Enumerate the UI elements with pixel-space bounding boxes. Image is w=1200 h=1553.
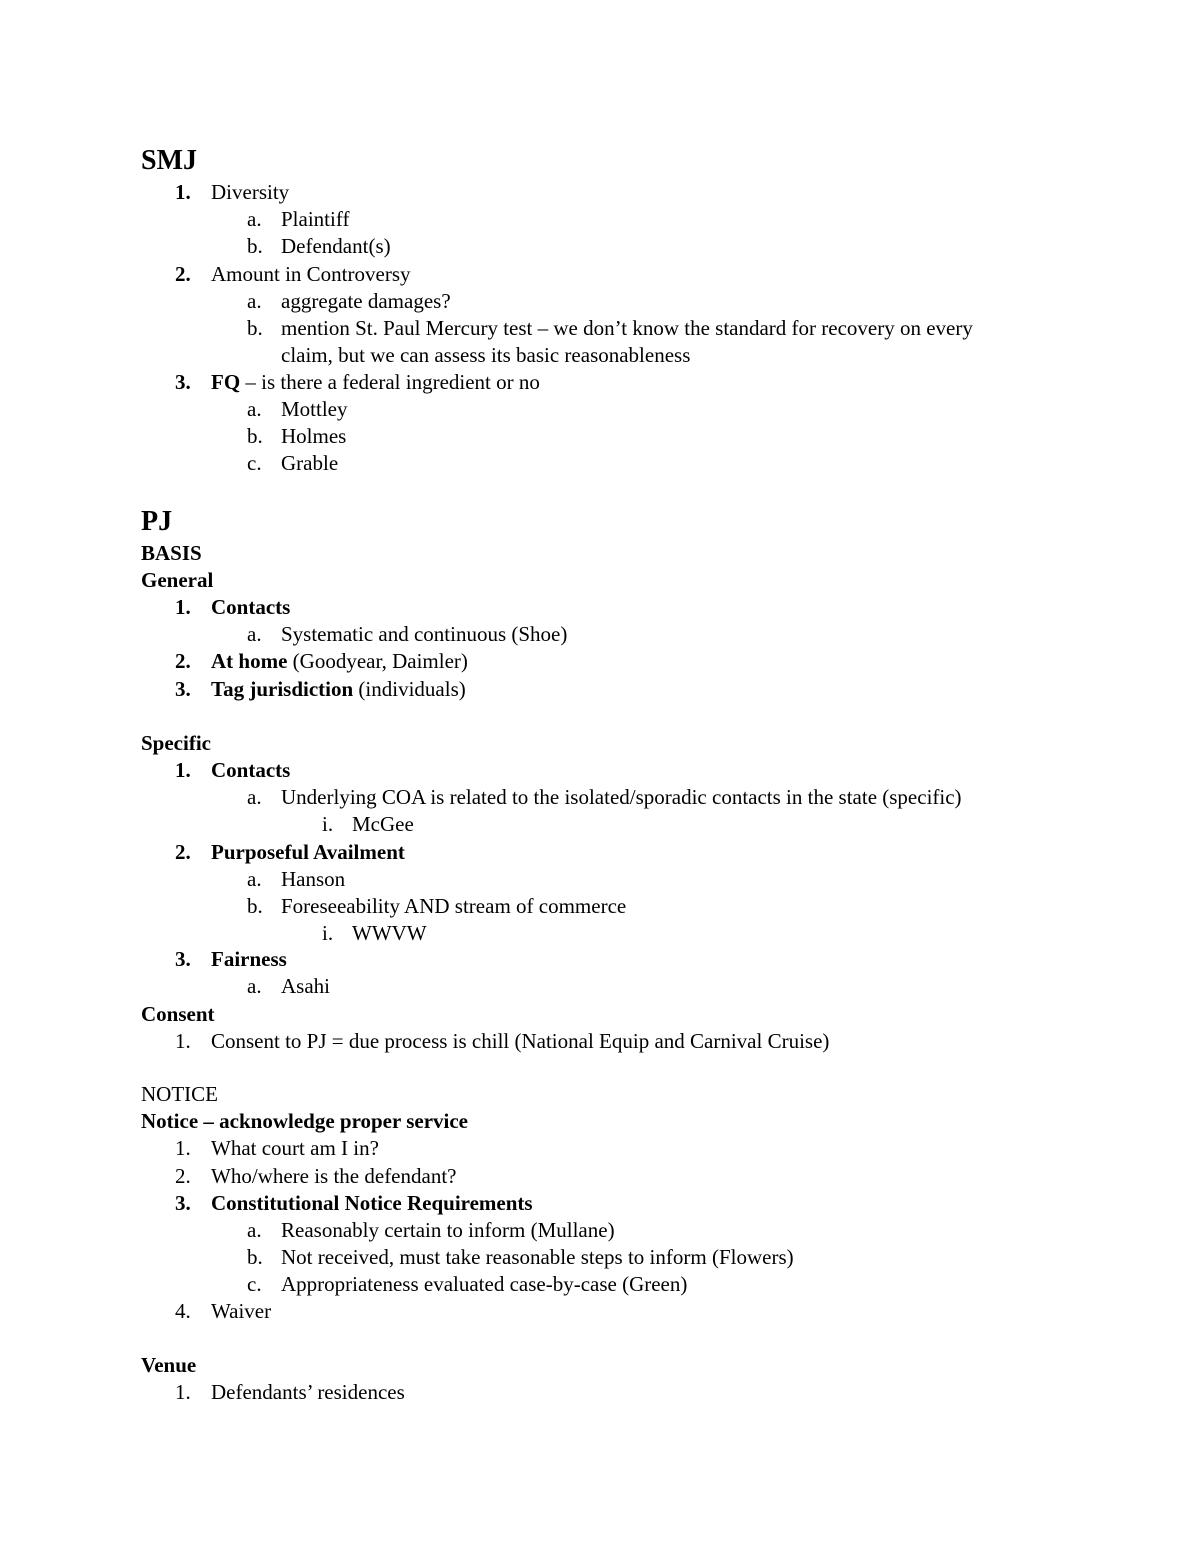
smj-item-2b-num: b.	[247, 316, 263, 340]
pj-specific-3a-text: Asahi	[281, 974, 330, 998]
pj-general-3-rest: (individuals)	[353, 677, 466, 701]
smj-item-3a-num: a.	[247, 397, 262, 421]
pj-specific-2-bold: Purposeful Availment	[211, 840, 405, 864]
venue-heading: Venue	[141, 1353, 197, 1377]
pj-specific-1ai-text: McGee	[352, 812, 414, 836]
pj-specific-1-bold: Contacts	[211, 758, 291, 782]
pj-general-3-line	[211, 676, 466, 702]
smj-item-3c-num: c.	[247, 451, 262, 475]
pj-specific-heading: Specific	[141, 731, 211, 755]
pj-general-1-bold: Contacts	[211, 595, 291, 619]
smj-item-3a-text: Mottley	[281, 397, 348, 421]
pj-specific-2-num: 2.	[175, 840, 191, 864]
pj-specific-2bi-num: i.	[322, 921, 334, 945]
pj-general-3-bold: Tag jurisdiction	[211, 677, 354, 701]
notice-heading: NOTICE	[141, 1082, 218, 1106]
smj-item-3-line	[211, 369, 540, 395]
smj-item-2a-text: aggregate damages?	[281, 289, 451, 313]
notice-3a-num: a.	[247, 1218, 262, 1242]
smj-item-2b-cont: claim, but we can assess its basic reasonableness	[281, 343, 691, 367]
pj-general-2-bold: At home	[211, 649, 288, 673]
smj-item-2a-num: a.	[247, 289, 262, 313]
pj-general-2-line	[211, 648, 468, 674]
notice-subheading: Notice – acknowledge proper service	[141, 1109, 468, 1133]
pj-general-2-rest: (Goodyear, Daimler)	[287, 649, 468, 673]
smj-item-2-label: Amount in Controversy	[211, 262, 411, 286]
pj-consent-heading: Consent	[141, 1002, 215, 1026]
notice-3b-num: b.	[247, 1245, 263, 1269]
smj-item-3b-num: b.	[247, 424, 263, 448]
notice-3c-text: Appropriateness evaluated case-by-case (Green)	[281, 1272, 688, 1296]
notice-1-text: What court am I in?	[211, 1136, 379, 1160]
pj-specific-1ai-num: i.	[322, 812, 334, 836]
smj-item-2b-text: mention St. Paul Mercury test – we don’t know the standard for recovery on every	[281, 316, 973, 340]
notice-3b-text: Not received, must take reasonable steps to inform (Flowers)	[281, 1245, 794, 1269]
pj-general-1a-num: a.	[247, 622, 262, 646]
notice-1-num: 1.	[175, 1136, 191, 1160]
notice-4-num: 4.	[175, 1299, 191, 1323]
pj-general-heading: General	[141, 568, 214, 592]
pj-specific-2b-num: b.	[247, 894, 263, 918]
smj-item-1b-text: Defendant(s)	[281, 234, 391, 258]
notice-3c-num: c.	[247, 1272, 262, 1296]
pj-specific-2bi-text: WWVW	[352, 921, 427, 945]
notice-3-text: Constitutional Notice Requirements	[211, 1191, 533, 1215]
pj-specific-3-num: 3.	[175, 947, 191, 971]
notice-3a-text: Reasonably certain to inform (Mullane)	[281, 1218, 615, 1242]
notice-3-num: 3.	[175, 1191, 191, 1215]
pj-consent-1-text: Consent to PJ = due process is chill (National Equip and Carnival Cruise)	[211, 1029, 830, 1053]
notice-2-num: 2.	[175, 1164, 191, 1188]
pj-general-1-num: 1.	[175, 595, 191, 619]
pj-specific-1a-text: Underlying COA is related to the isolated/sporadic contacts in the state (specific)	[281, 785, 962, 809]
pj-general-2-num: 2.	[175, 649, 191, 673]
smj-item-1a-text: Plaintiff	[281, 207, 350, 231]
smj-item-1-label: Diversity	[211, 180, 290, 204]
pj-specific-2b-text: Foreseeability AND stream of commerce	[281, 894, 627, 918]
smj-item-3-bold: FQ	[211, 370, 241, 394]
smj-item-3b-text: Holmes	[281, 424, 347, 448]
pj-specific-1a-num: a.	[247, 785, 262, 809]
smj-item-2-num: 2.	[175, 262, 191, 286]
pj-specific-1-num: 1.	[175, 758, 191, 782]
pj-basis-heading: BASIS	[141, 541, 202, 565]
smj-item-1b-num: b.	[247, 234, 263, 258]
smj-item-3-label: – is there a federal ingredient or no	[240, 370, 540, 394]
venue-1-num: 1.	[175, 1380, 191, 1404]
pj-specific-3a-num: a.	[247, 974, 262, 998]
notice-2-text: Who/where is the defendant?	[211, 1164, 457, 1188]
smj-heading: SMJ	[141, 145, 197, 176]
pj-consent-1-num: 1.	[175, 1029, 191, 1053]
smj-item-3c-text: Grable	[281, 451, 339, 475]
pj-general-1a-text: Systematic and continuous (Shoe)	[281, 622, 568, 646]
pj-heading: PJ	[141, 506, 173, 537]
pj-general-3-num: 3.	[175, 677, 191, 701]
pj-specific-2a-text: Hanson	[281, 867, 346, 891]
smj-item-1a-num: a.	[247, 207, 262, 231]
notice-4-text: Waiver	[211, 1299, 272, 1323]
pj-specific-2a-num: a.	[247, 867, 262, 891]
pj-specific-3-bold: Fairness	[211, 947, 287, 971]
venue-1-text: Defendants’ residences	[211, 1380, 405, 1404]
smj-item-1-num: 1.	[175, 180, 191, 204]
smj-item-3-num: 3.	[175, 370, 191, 394]
